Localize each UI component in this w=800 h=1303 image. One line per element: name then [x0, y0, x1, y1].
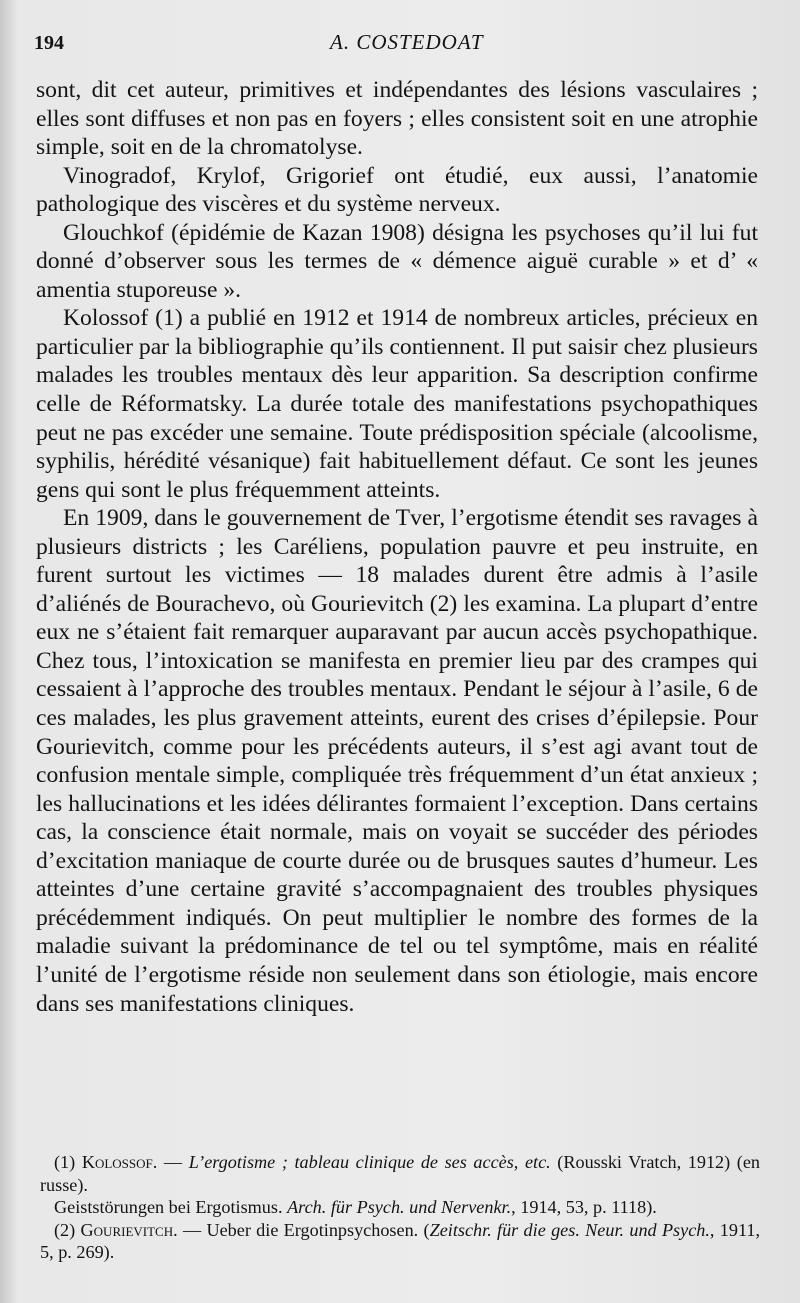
paragraph: sont, dit cet auteur, primitives et indépendantes des lésions vasculaires ; elles sont diffuses et non pas en foyers ; elles consistent soit en une atrophie simple, soit en de la chromatolyse.: [36, 77, 758, 161]
paragraph: Glouchkof (épidémie de Kazan 1908) désigna les psychoses qu’il lui fut donné d’observer sous les termes de « démence aiguë curable » et d’ « amentia stuporeuse ».: [36, 219, 758, 303]
footnote-1: [40, 1151, 760, 1196]
paragraph: Vinogradof, Krylof, Grigorief ont étudié, eux aussi, l’anatomie pathologique des viscères et du système nerveux.: [36, 162, 758, 218]
footnote-2: [40, 1219, 760, 1264]
paragraph: Kolossof (1) a publié en 1912 et 1914 de nombreux articles, précieux en particulier par la bibliographie qu’ils contiennent. Il put saisir chez plusieurs malades les troubles mentaux dès leur apparition. Sa description confirme celle de Réformatsky. La durée totale des manifestations psychopathiques peut ne pas excéder une semaine. Toute prédisposition spéciale (alcoolisme, syphilis, hérédité vésanique) fait habituellement défaut. Ce sont les jeunes gens qui sont le plus fréquemment atteints.: [36, 305, 758, 503]
footnote-dash: — Ueber die Ergotinpsychosen. (: [177, 1219, 430, 1240]
footnote-title: L’ergotisme ; tableau clinique de ses accès, etc.: [188, 1152, 551, 1172]
page-header: [0, 30, 800, 60]
body-text: [36, 76, 758, 1018]
footnote-citation: , 1911, 5, p. 269).: [40, 1219, 761, 1262]
footnote-citation: (Rousski Vratch, 1912) (en russe).: [40, 1152, 761, 1195]
footnote-journal: Zeitschr. für die ges. Neur. und Psych.: [429, 1219, 710, 1240]
page-number: 194: [34, 32, 64, 54]
footnote-marker: (2): [54, 1219, 76, 1240]
footnote-citation: , 1914, 53, p. 1118).: [511, 1197, 657, 1217]
footnote-author: Kolossof.: [81, 1152, 158, 1172]
footnote-marker: (1): [54, 1152, 76, 1172]
footnote-author: Gourievitch.: [80, 1219, 178, 1240]
footnote-lead: Geiststörungen bei Ergotismus.: [54, 1197, 288, 1217]
paragraph: En 1909, dans le gouvernement de Tver, l’ergotisme étendit ses ravages à plusieurs districts ; les Caréliens, population pauvre et peu instruite, en furent surtout les victimes — 18 malades durent être admis à l’asile d’aliénés de Bourachevo, où Gourievitch (2) les examina. La plupart d’entre eux ne s’étaient fait remarquer auparavant par aucun accès psychopathique. Chez tous, l’intoxication se manifesta en premier lieu par des crampes qui cessaient à l’approche des troubles mentaux. Pendant le séjour à l’asile, 6 de ces malades, les plus gravement atteints, eurent des crises d’épilepsie. Pour Gourievitch, comme pour les précédents auteurs, il s’est agi avant tout de confusion mentale simple, compliquée très fréquemment d’un état anxieux ; les hallucinations et les idées délirantes formaient l’exception. Dans certains cas, la conscience était normale, mais on voyait se succéder des périodes d’excitation maniaque de courte durée ou de brusques sautes d’humeur. Les atteintes d’une certaine gravité s’accompagnaient des troubles physiques précédemment indiqués. On peut multiplier le nombre des formes de la maladie suivant la prédominance de tel ou tel symptôme, mais en réalité l’unité de l’ergotisme réside non seulement dans son étiologie, mais encore dans ses manifestations cliniques.: [36, 505, 758, 1017]
running-head: A. COSTEDOAT: [330, 30, 484, 54]
footnote-journal: Arch. für Psych. und Nervenkr.: [287, 1197, 512, 1217]
footnote-dash: —: [157, 1152, 189, 1172]
footnote-1-continued: [40, 1196, 760, 1219]
footnotes: [40, 1151, 760, 1264]
